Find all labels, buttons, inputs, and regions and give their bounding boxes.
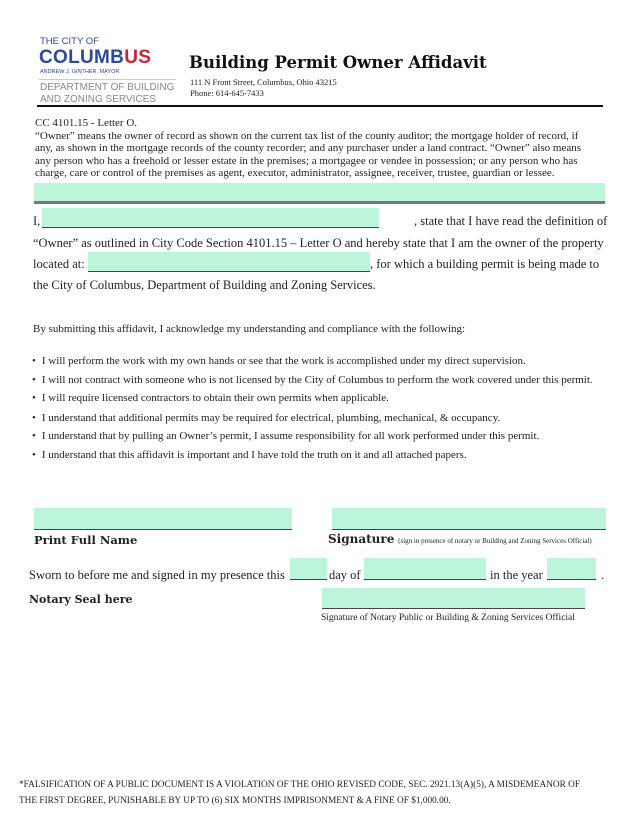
definition-line: any person who has a freehold or lesser estate in the premises; a mortgagee or vendee in possession; or any person who has <box>35 154 578 167</box>
list-item: • I will not contract with someone who is not licensed by the City of Columbus to perform the work covered under this permit. <box>32 374 593 386</box>
dept-line: DEPARTMENT OF BUILDING <box>40 82 175 93</box>
signature-input[interactable] <box>332 508 606 530</box>
signature-label <box>328 532 592 546</box>
owner-definition <box>35 117 581 180</box>
phone: Phone: 614-645-7433 <box>190 88 264 98</box>
owner-name-input[interactable] <box>42 208 379 228</box>
extra-text-field[interactable] <box>34 183 605 204</box>
year-input[interactable] <box>547 558 596 580</box>
period: . <box>601 568 605 582</box>
statement-line: “Owner” as outlined in City Code Section 4101.15 – Letter O and hereby state that I am the owner of the property <box>33 236 604 250</box>
statement-i: I, <box>33 214 41 228</box>
address: 111 N Front Street, Columbus, Ohio 43215 <box>190 77 337 87</box>
day-input[interactable] <box>290 558 327 580</box>
list-item: • I understand that this affidavit is important and I have told the truth on it and all attached papers. <box>32 449 467 461</box>
signature-label-text: Signature <box>328 532 395 546</box>
day-of-text: day of <box>329 568 361 582</box>
print-name-label: Print Full Name <box>34 533 138 547</box>
statement-text: , state that I have read the definition of <box>414 214 608 228</box>
logo-city-of: THE CITY OF <box>40 36 99 47</box>
logo-wordmark: COLUMBUS <box>39 47 152 68</box>
page-title: Building Permit Owner Affidavit <box>189 53 487 72</box>
statement-line: the City of Columbus, Department of Building and Zoning Services. <box>33 278 376 292</box>
property-address-input[interactable] <box>88 252 370 272</box>
print-name-input[interactable] <box>34 508 292 530</box>
sworn-text: Sworn to before me and signed in my presence this <box>29 568 285 582</box>
list-item: • I will perform the work with my own hands or see that the work is accomplished under my direct supervision. <box>32 355 526 367</box>
dept-line: AND ZONING SERVICES <box>40 94 156 105</box>
notary-seal-label: Notary Seal here <box>29 593 133 606</box>
acknowledge-text: By submitting this affidavit, I acknowledge my understanding and compliance with the following: <box>33 323 466 335</box>
footer-line: *FALSIFICATION OF A PUBLIC DOCUMENT IS A VIOLATION OF THE OHIO REVISED CODE, SEC. 2921.13(A)(5), A MISDEMEANOR OF <box>19 780 581 790</box>
in-year-text: in the year <box>490 568 543 582</box>
definition-line: any, as shown in the mortgage records of the county recorder; and any purchaser under a land contract. “Owner” also means <box>35 142 582 154</box>
header-rule <box>37 105 603 107</box>
dept-name <box>40 82 174 106</box>
signature-note: (sign in presence of notary or Building and Zoning Services Official) <box>398 537 592 545</box>
list-item: • I will require licensed contractors to obtain their own permits when applicable. <box>32 392 389 404</box>
logo-accent: US <box>124 47 152 68</box>
list-item: • I understand that by pulling an Owner’s permit, I assume responsibility for all work performed under this permit. <box>32 430 539 442</box>
logo-divider <box>39 79 176 80</box>
falsification-footer <box>19 777 580 809</box>
definition-line: charge, care or control of the premises as agent, executor, administrator, assignee, receiver, trustee, guardian or lessee. <box>35 167 555 179</box>
logo-mayor: ANDREW J. GINTHER, MAYOR <box>40 69 120 75</box>
notary-signature-label: Signature of Notary Public or Building & Zoning Services Official <box>321 613 575 623</box>
notary-signature-input[interactable] <box>322 588 585 609</box>
statement-text: , for which a building permit is being made to <box>370 257 600 271</box>
month-input[interactable] <box>364 558 486 580</box>
code-reference: CC 4101.15 - Letter O. <box>35 117 138 129</box>
logo-columbus <box>39 48 151 67</box>
list-item: • I understand that additional permits may be required for electrical, plumbing, mechanical, & occupancy. <box>32 412 500 424</box>
footer-line: THE FIRST DEGREE, PUNISHABLE BY UP TO (6) SIX MONTHS IMPRISONMENT & A FINE OF $1,000.00. <box>19 796 451 806</box>
definition-line: “Owner” means the owner of record as shown on the current tax list of the county auditor; the mortgage holder of record, if <box>35 129 579 142</box>
located-label: located at: <box>33 257 85 271</box>
